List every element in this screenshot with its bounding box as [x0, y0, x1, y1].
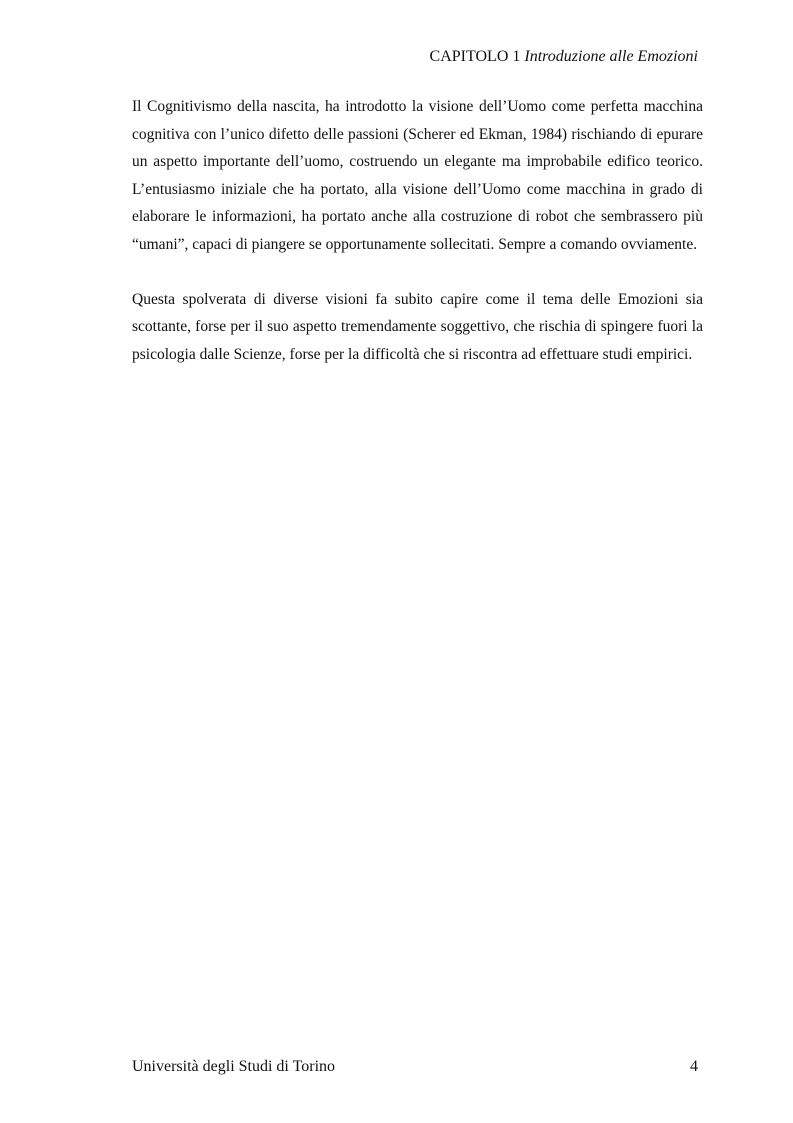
chapter-title: Introduzione alle Emozioni	[524, 48, 698, 65]
page-body	[132, 93, 703, 368]
paragraph-1: Il Cognitivismo della nascita, ha introdotto la visione dell’Uomo come perfetta macchina cognitiva con l’unico difetto delle passioni (Scherer ed Ekman, 1984) rischiando di epurare un aspetto importante dell’uomo, costruendo un elegante ma improbabile edifico teorico. L’entusiasmo iniziale che ha portato, alla visione dell’Uomo come macchina in grado di elaborare le informazioni, ha portato anche alla costruzione di robot che sembrassero più “umani”, capaci di piangere se opportunamente sollecitati. Sempre a comando ovviamente.	[132, 98, 703, 253]
chapter-label: CAPITOLO 1	[429, 48, 521, 65]
page-number: 4	[690, 1058, 698, 1075]
running-header	[430, 47, 698, 67]
footer-institution: Università degli Studi di Torino	[132, 1058, 336, 1075]
paragraph-2: Questa spolverata di diverse visioni fa subito capire come il tema delle Emozioni sia scottante, forse per il suo aspetto tremendamente soggettivo, che rischia di spingere fuori la psicologia dalle Scienze, forse per la difficoltà che si riscontra ad effettuare studi empirici.	[132, 290, 703, 363]
